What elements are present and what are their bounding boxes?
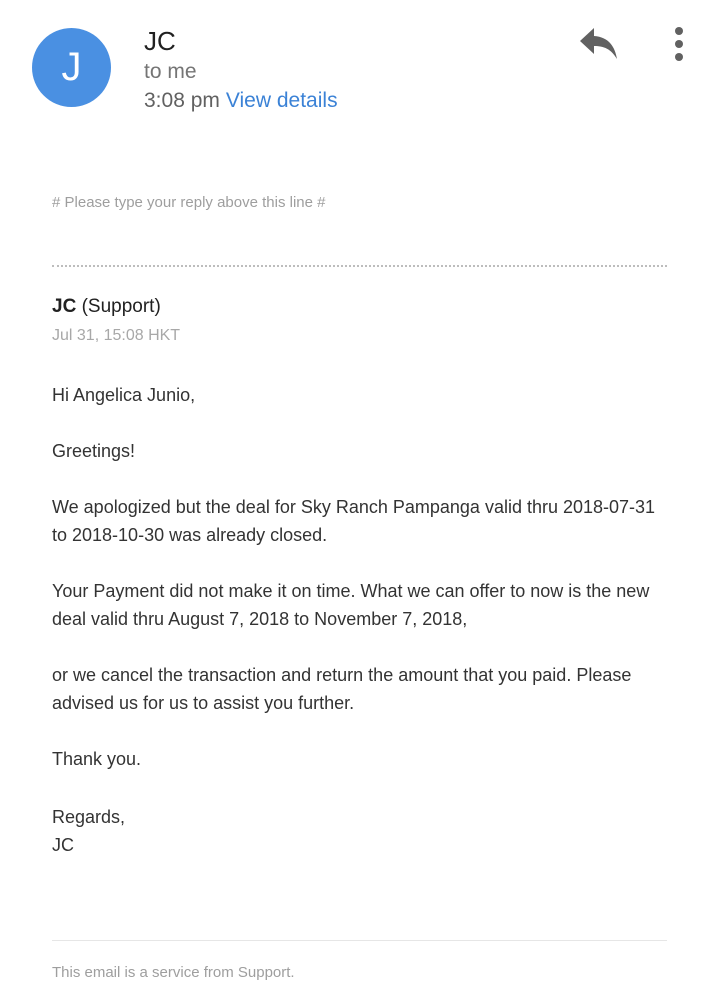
author-role: (Support) xyxy=(81,296,161,317)
recipient-label: to me xyxy=(144,60,197,83)
paragraph-1: We apologized but the deal for Sky Ranch Pampanga valid thru 2018-07-31 to 2018-10-30 was already closed. xyxy=(52,497,656,545)
message-author xyxy=(52,296,161,318)
view-details-link[interactable]: View details xyxy=(225,89,338,112)
greetings-text: Greetings! xyxy=(52,441,136,461)
sender-avatar[interactable] xyxy=(32,28,111,107)
signature-text: JC xyxy=(52,835,74,855)
time-row xyxy=(144,89,338,113)
regards-text: Regards, xyxy=(52,807,126,827)
paragraph-3: or we cancel the transaction and return the amount that you paid. Please advised us for us to assist you further. xyxy=(52,665,632,713)
paragraph-2: Your Payment did not make it on time. What we can offer to now is the new deal valid thru August 7, 2018 to November 7, 2018, xyxy=(52,581,650,629)
reply-divider xyxy=(52,265,667,267)
greeting-text: Hi Angelica Junio, xyxy=(52,385,196,405)
thanks-text: Thank you. xyxy=(52,749,142,769)
sender-name: JC xyxy=(144,26,176,56)
email-header xyxy=(0,0,719,130)
footer-text: This email is a service from Support. xyxy=(52,964,295,981)
reply-icon[interactable] xyxy=(578,26,620,62)
sent-time: 3:08 pm xyxy=(144,89,220,112)
avatar-letter: J xyxy=(61,45,82,89)
more-vert-icon[interactable] xyxy=(668,25,690,63)
author-name: JC xyxy=(52,296,77,317)
footer-divider xyxy=(52,940,667,941)
message-date: Jul 31, 15:08 HKT xyxy=(52,327,181,344)
reply-hint: # Please type your reply above this line # xyxy=(52,194,326,211)
